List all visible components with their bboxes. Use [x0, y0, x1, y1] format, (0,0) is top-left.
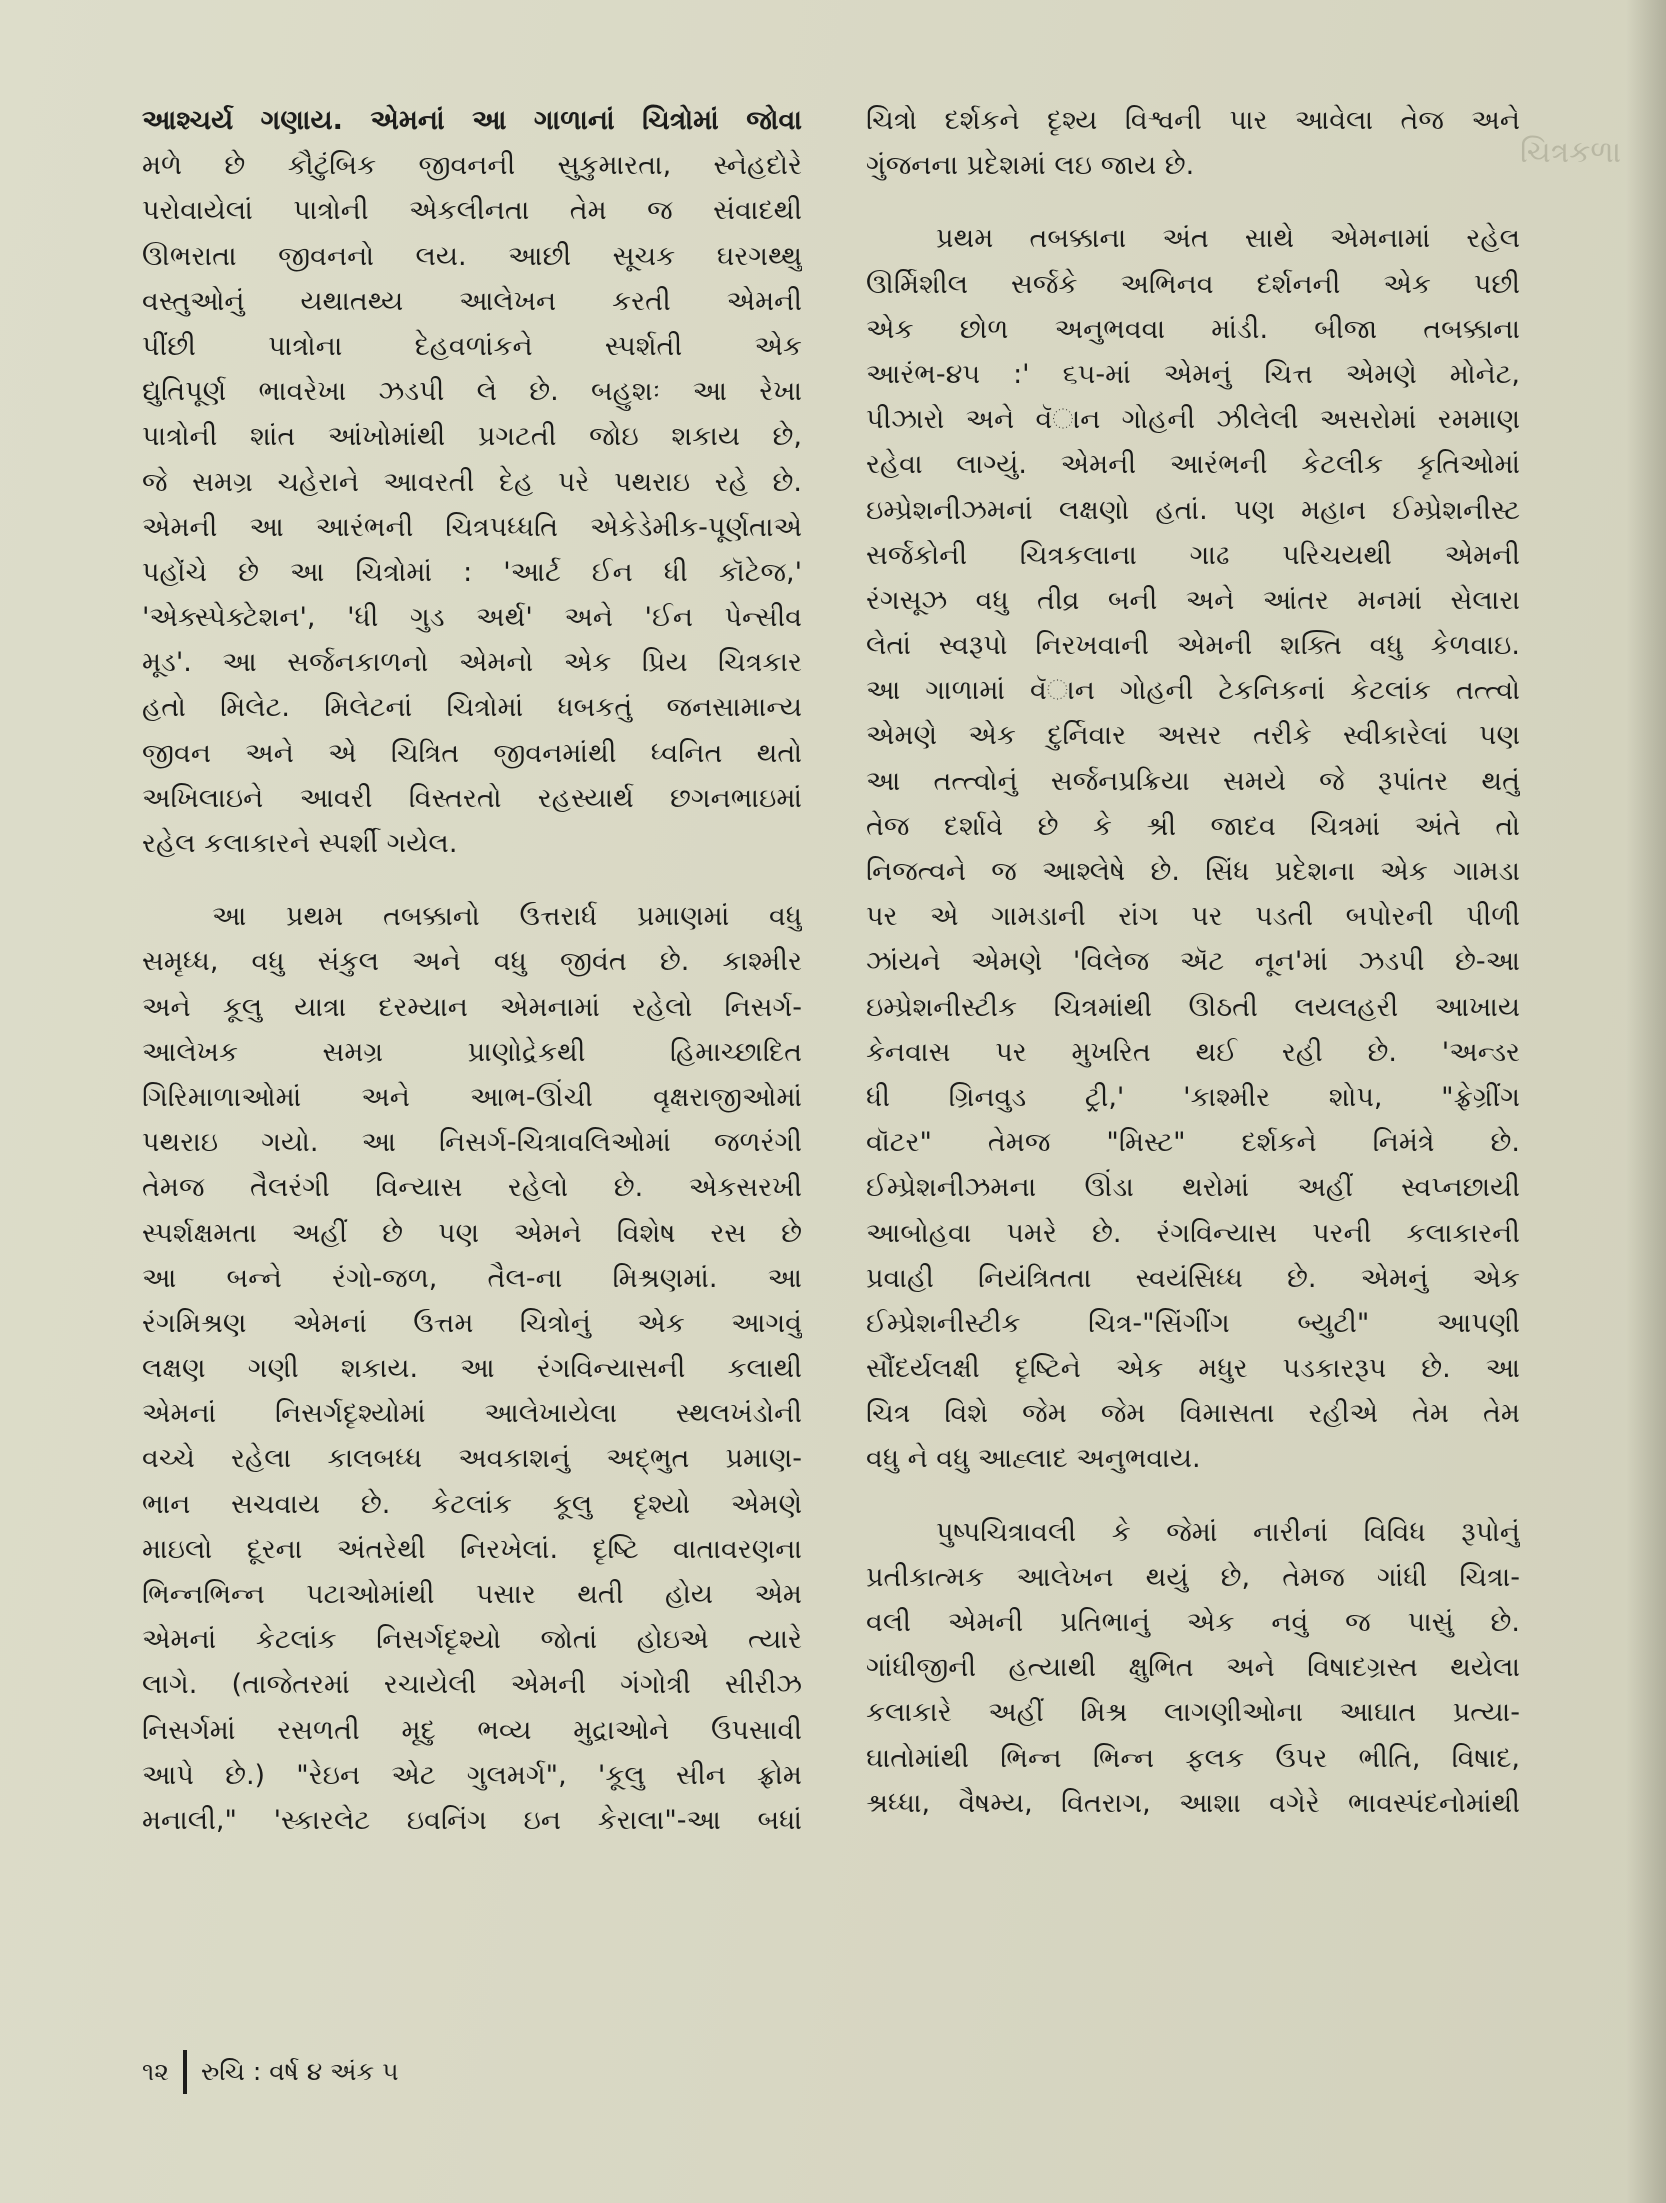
text-line: વચ્ચે રહેલા કાલબધ્ધ અવકાશનું અદ્ભુત પ્રમાણ- — [142, 1443, 802, 1475]
text-line: આ પ્રથમ તબક્કાનો ઉત્તરાર્ધ પ્રમાણમાં વધુ — [212, 901, 802, 933]
text-line: શ્રધ્ધા, વૈષમ્ય, વિતરાગ, આશા વગેરે ભાવસ્પંદનોમાંથી — [866, 1787, 1520, 1819]
right-text-column — [866, 98, 1520, 1826]
text-line: પ્રથમ તબક્કાના અંત સાથે એમનામાં રહેલ — [936, 223, 1520, 255]
text-line: રહેલ કલાકારને સ્પર્શી ગયેલ. — [142, 828, 458, 859]
text-line: સર્જકોની ચિત્રકલાના ગાઢ પરિચયથી એમની — [866, 539, 1520, 571]
text-line: પથરાઇ ગયો. આ નિસર્ગ-ચિત્રાવલિઓમાં જળરંગી — [142, 1127, 802, 1159]
text-line: વૉટર" તેમજ "મિસ્ટ" દર્શકને નિમંત્રે છે. — [866, 1127, 1520, 1159]
text-line: ઝાંયને એમણે 'વિલેજ ઍટ નૂન'માં ઝડપી છે-આ — [866, 946, 1520, 978]
text-line: પ્રવાહી નિયંત્રિતતા સ્વયંસિધ્ધ છે. એમનું એક — [866, 1262, 1520, 1294]
text-line: પરોવાયેલાં પાત્રોની એકલીનતા તેમ જ સંવાદથી — [142, 195, 802, 227]
text-line: 'એક્સ્પેક્ટેશન', 'ધી ગુડ અર્થ' અને 'ઈન પેન્સીવ — [142, 602, 802, 634]
text-line: એક છોળ અનુભવવા માંડી. બીજા તબક્કાના — [866, 313, 1520, 345]
text-line: પ્રતીકાત્મક આલેખન થયું છે, તેમજ ગાંધી ચિત્રા- — [866, 1561, 1520, 1593]
text-line: નિજત્વને જ આશ્લેષે છે. સિંધ પ્રદેશના એક ગામડા — [866, 856, 1520, 887]
text-line: રંગમિશ્રણ એમનાં ઉત્તમ ચિત્રોનું એક આગવું — [142, 1307, 802, 1339]
text-line: ઊભરાતા જીવનનો લય. આછી સૂચક ઘરગથ્થુ — [142, 240, 802, 272]
text-line: આલેખક સમગ્ર પ્રાણોદ્રેકથી હિમાચ્છાદિત — [142, 1036, 802, 1068]
text-line: ઘાતોમાંથી ભિન્ન ભિન્ન ફલક ઉપર ભીતિ, વિષાદ, — [866, 1742, 1520, 1774]
text-line: મૂડ'. આ સર્જનકાળનો એમનો એક પ્રિય ચિત્રકાર — [142, 647, 802, 679]
text-line: લક્ષણ ગણી શકાય. આ રંગવિન્યાસની કલાથી — [142, 1353, 802, 1385]
text-line: તેમજ તૈલરંગી વિન્યાસ રહેલો છે. એકસરખી — [142, 1172, 802, 1204]
text-line: વસ્તુઓનું યથાતથ્ય આલેખન કરતી એમની — [142, 285, 802, 317]
text-line: માઇલો દૂરના અંતરેથી નિરખેલાં. દૃષ્ટિ વાતાવરણના — [142, 1533, 802, 1565]
text-line: ધી ગ્રિનવુડ ટ્રી,' 'કાશ્મીર શોપ, "ફ્રેગ્રીંગ — [866, 1081, 1520, 1113]
left-text-column — [142, 98, 802, 1843]
journal-issue: રુચિ : વર્ષ ૪ અંક ૫ — [200, 2057, 399, 2086]
text-line: પીંછી પાત્રોના દેહવળાંકને સ્પર્શતી એક — [142, 330, 802, 362]
page-binding-shadow — [1626, 0, 1666, 2203]
text-line: સમૃધ્ધ, વધુ સંકુલ અને વધુ જીવંત છે. કાશ્મીર — [142, 946, 802, 978]
text-line: આ બન્ને રંગો-જળ, તૈલ-ના મિશ્રણમાં. આ — [142, 1262, 802, 1294]
paragraph-gap — [142, 866, 802, 894]
paragraph-gap — [866, 188, 1520, 216]
text-line: આપે છે.) "રેઇન એટ ગુલમર્ગ", 'કૂલુ સીન ફ્રોમ — [142, 1759, 802, 1791]
text-line: આરંભ-૪૫ :' ૬૫-માં એમનું ચિત્ત એમણે મોનેટ, — [866, 358, 1520, 390]
text-line: લેતાં સ્વરૂપો નિરખવાની એમની શક્તિ વધુ કેળવાઇ. — [866, 630, 1520, 662]
text-line: પાત્રોની શાંત આંખોમાંથી પ્રગટતી જોઇ શકાય છે, — [142, 421, 802, 453]
text-line: આબોહવા પમરે છે. રંગવિન્યાસ પરની કલાકારની — [866, 1217, 1520, 1249]
text-line: જે સમગ્ર ચહેરાને આવરતી દેહ પરે પથરાઇ રહે છે. — [142, 466, 802, 498]
page-number: ૧૨ — [142, 2057, 169, 2086]
text-line: રંગસૂઝ વધુ તીવ્ર બની અને આંતર મનમાં સેલારા — [866, 584, 1520, 616]
text-line: તેજ દર્શાવે છે કે શ્રી જાદવ ચિત્રમાં અંતે તો — [866, 810, 1520, 842]
text-line: ઈમ્પ્રેશનીસ્ટીક ચિત્ર-"સિંગીંગ બ્યુટી" આપણી — [866, 1307, 1520, 1339]
text-line: એમણે એક દુર્નિવાર અસર તરીકે સ્વીકારેલાં પણ — [866, 720, 1520, 752]
text-line: ગાંધીજીની હત્યાથી ક્ષુભિત અને વિષાદગ્રસ્ત થયેલા — [866, 1652, 1520, 1684]
text-line: રહેવા લાગ્યું. એમની આરંભની કેટલીક કૃતિઓમાં — [866, 449, 1520, 481]
text-line: સૌંદર્યલક્ષી દૃષ્ટિને એક મધુર પડકારરૂપ છે. આ — [866, 1353, 1520, 1385]
text-line: ઊર્મિશીલ સર્જકે અભિનવ દર્શનની એક પછી — [866, 268, 1520, 300]
paragraph-gap — [866, 1482, 1520, 1510]
text-line: વલી એમની પ્રતિભાનું એક નવું જ પાસું છે. — [866, 1607, 1520, 1638]
text-line: આ તત્ત્વોનું સર્જનપ્રક્રિયા સમયે જે રૂપાંતર થતું — [866, 765, 1520, 797]
text-line: ભિન્નભિન્ન પટાઓમાંથી પસાર થતી હોય એમ — [142, 1579, 802, 1610]
text-line: વધુ ને વધુ આહ્લાદ અનુભવાય. — [866, 1443, 1201, 1475]
text-line: ભાન સચવાય છે. કેટલાંક કૂલુ દૃશ્યો એમણે — [142, 1488, 802, 1520]
text-line: અખિલાઇને આવરી વિસ્તરતો રહસ્યાર્થ છગનભાઇમાં — [142, 782, 802, 814]
text-line: પહોંચે છે આ ચિત્રોમાં : 'આર્ટ ઈન ધી કૉટેજ,' — [142, 556, 802, 588]
text-line: ઈમ્પ્રેશનીઝમના ઊંડા થરોમાં અહીં સ્વપ્નછાયી — [866, 1172, 1520, 1204]
text-line: ચિત્ર વિશે જેમ જેમ વિમાસતા રહીએ તેમ તેમ — [866, 1398, 1520, 1430]
text-line: ચિત્રો દર્શકને દૃશ્ય વિશ્વની પાર આવેલા તેજ અને — [866, 105, 1520, 136]
text-line: પીઝારો અને વૅાન ગોહની ઝીલેલી અસરોમાં રમમાણ — [866, 404, 1520, 436]
text-line: આશ્ચર્ય ગણાય. એમનાં આ ગાળાનાં ચિત્રોમાં જોવા — [142, 105, 802, 136]
text-line: એમનાં કેટલાંક નિસર્ગદૃશ્યો જોતાં હોઇએ ત્યારે — [142, 1624, 802, 1656]
show-through-heading: ચિત્રકળા — [1520, 135, 1622, 170]
text-line: મનાલી," 'સ્કારલેટ ઇવનિંગ ઇન કેરાલા"-આ બધાં — [142, 1804, 802, 1836]
text-line: પુષ્પચિત્રાવલી કે જેમાં નારીનાં વિવિધ રૂપોનું — [936, 1516, 1520, 1548]
text-line: દ્યુતિપૂર્ણ ભાવરેખા ઝડપી લે છે. બહુશઃ આ રેખા — [142, 376, 802, 408]
text-line: લાગે. (તાજેતરમાં રચાયેલી એમની ગંગોત્રી સીરીઝ — [142, 1669, 802, 1701]
text-line: પર એ ગામડાની રાંગ પર પડતી બપોરની પીળી — [866, 901, 1520, 933]
text-line: એમની આ આરંભની ચિત્રપધ્ધતિ એકેડેમીક-પૂર્ણતાએ — [142, 511, 802, 543]
text-line: અને કૂલુ યાત્રા દરમ્યાન એમનામાં રહેલો નિસર્ગ- — [142, 991, 802, 1023]
text-line: સ્પર્શક્ષમતા અહીં છે પણ એમને વિશેષ રસ છે — [142, 1217, 802, 1249]
text-line: ગિરિમાળાઓમાં અને આભ-ઊંચી વૃક્ષરાજીઓમાં — [142, 1081, 802, 1113]
text-line: ગુંજનના પ્રદેશમાં લઇ જાય છે. — [866, 150, 1195, 182]
text-line: મળે છે કૌટુંબિક જીવનની સુકુમારતા, સ્નેહદોરે — [142, 150, 802, 182]
text-line: કલાકારે અહીં મિશ્ર લાગણીઓના આઘાત પ્રત્યા- — [866, 1697, 1520, 1729]
text-line: નિસર્ગમાં રસળતી મૃદુ ભવ્ય મુદ્રાઓને ઉપસાવી — [142, 1714, 802, 1746]
text-line: આ ગાળામાં વૅાન ગોહની ટેકનિકનાં કેટલાંક તત્ત્વો — [866, 675, 1520, 707]
footer-divider — [183, 2050, 187, 2094]
text-line: હતો મિલેટ. મિલેટનાં ચિત્રોમાં ધબકતું જનસામાન્ય — [142, 692, 802, 724]
text-line: ઇમ્પ્રેશનીસ્ટીક ચિત્રમાંથી ઊઠતી લયલહરી આખાય — [866, 991, 1520, 1023]
text-line: કેનવાસ પર મુખરિત થઈ રહી છે. 'અન્ડર — [866, 1036, 1520, 1068]
text-line: ઇમ્પ્રેશનીઝમનાં લક્ષણો હતાં. પણ મહાન ઈમ્પ્રેશનીસ્ટ — [866, 494, 1520, 526]
text-line: જીવન અને એ ચિત્રિત જીવનમાંથી ધ્વનિત થતો — [142, 737, 802, 769]
text-line: એમનાં નિસર્ગદૃશ્યોમાં આલેખાયેલા સ્થલખંડોની — [142, 1398, 802, 1430]
page-footer — [142, 2050, 399, 2094]
